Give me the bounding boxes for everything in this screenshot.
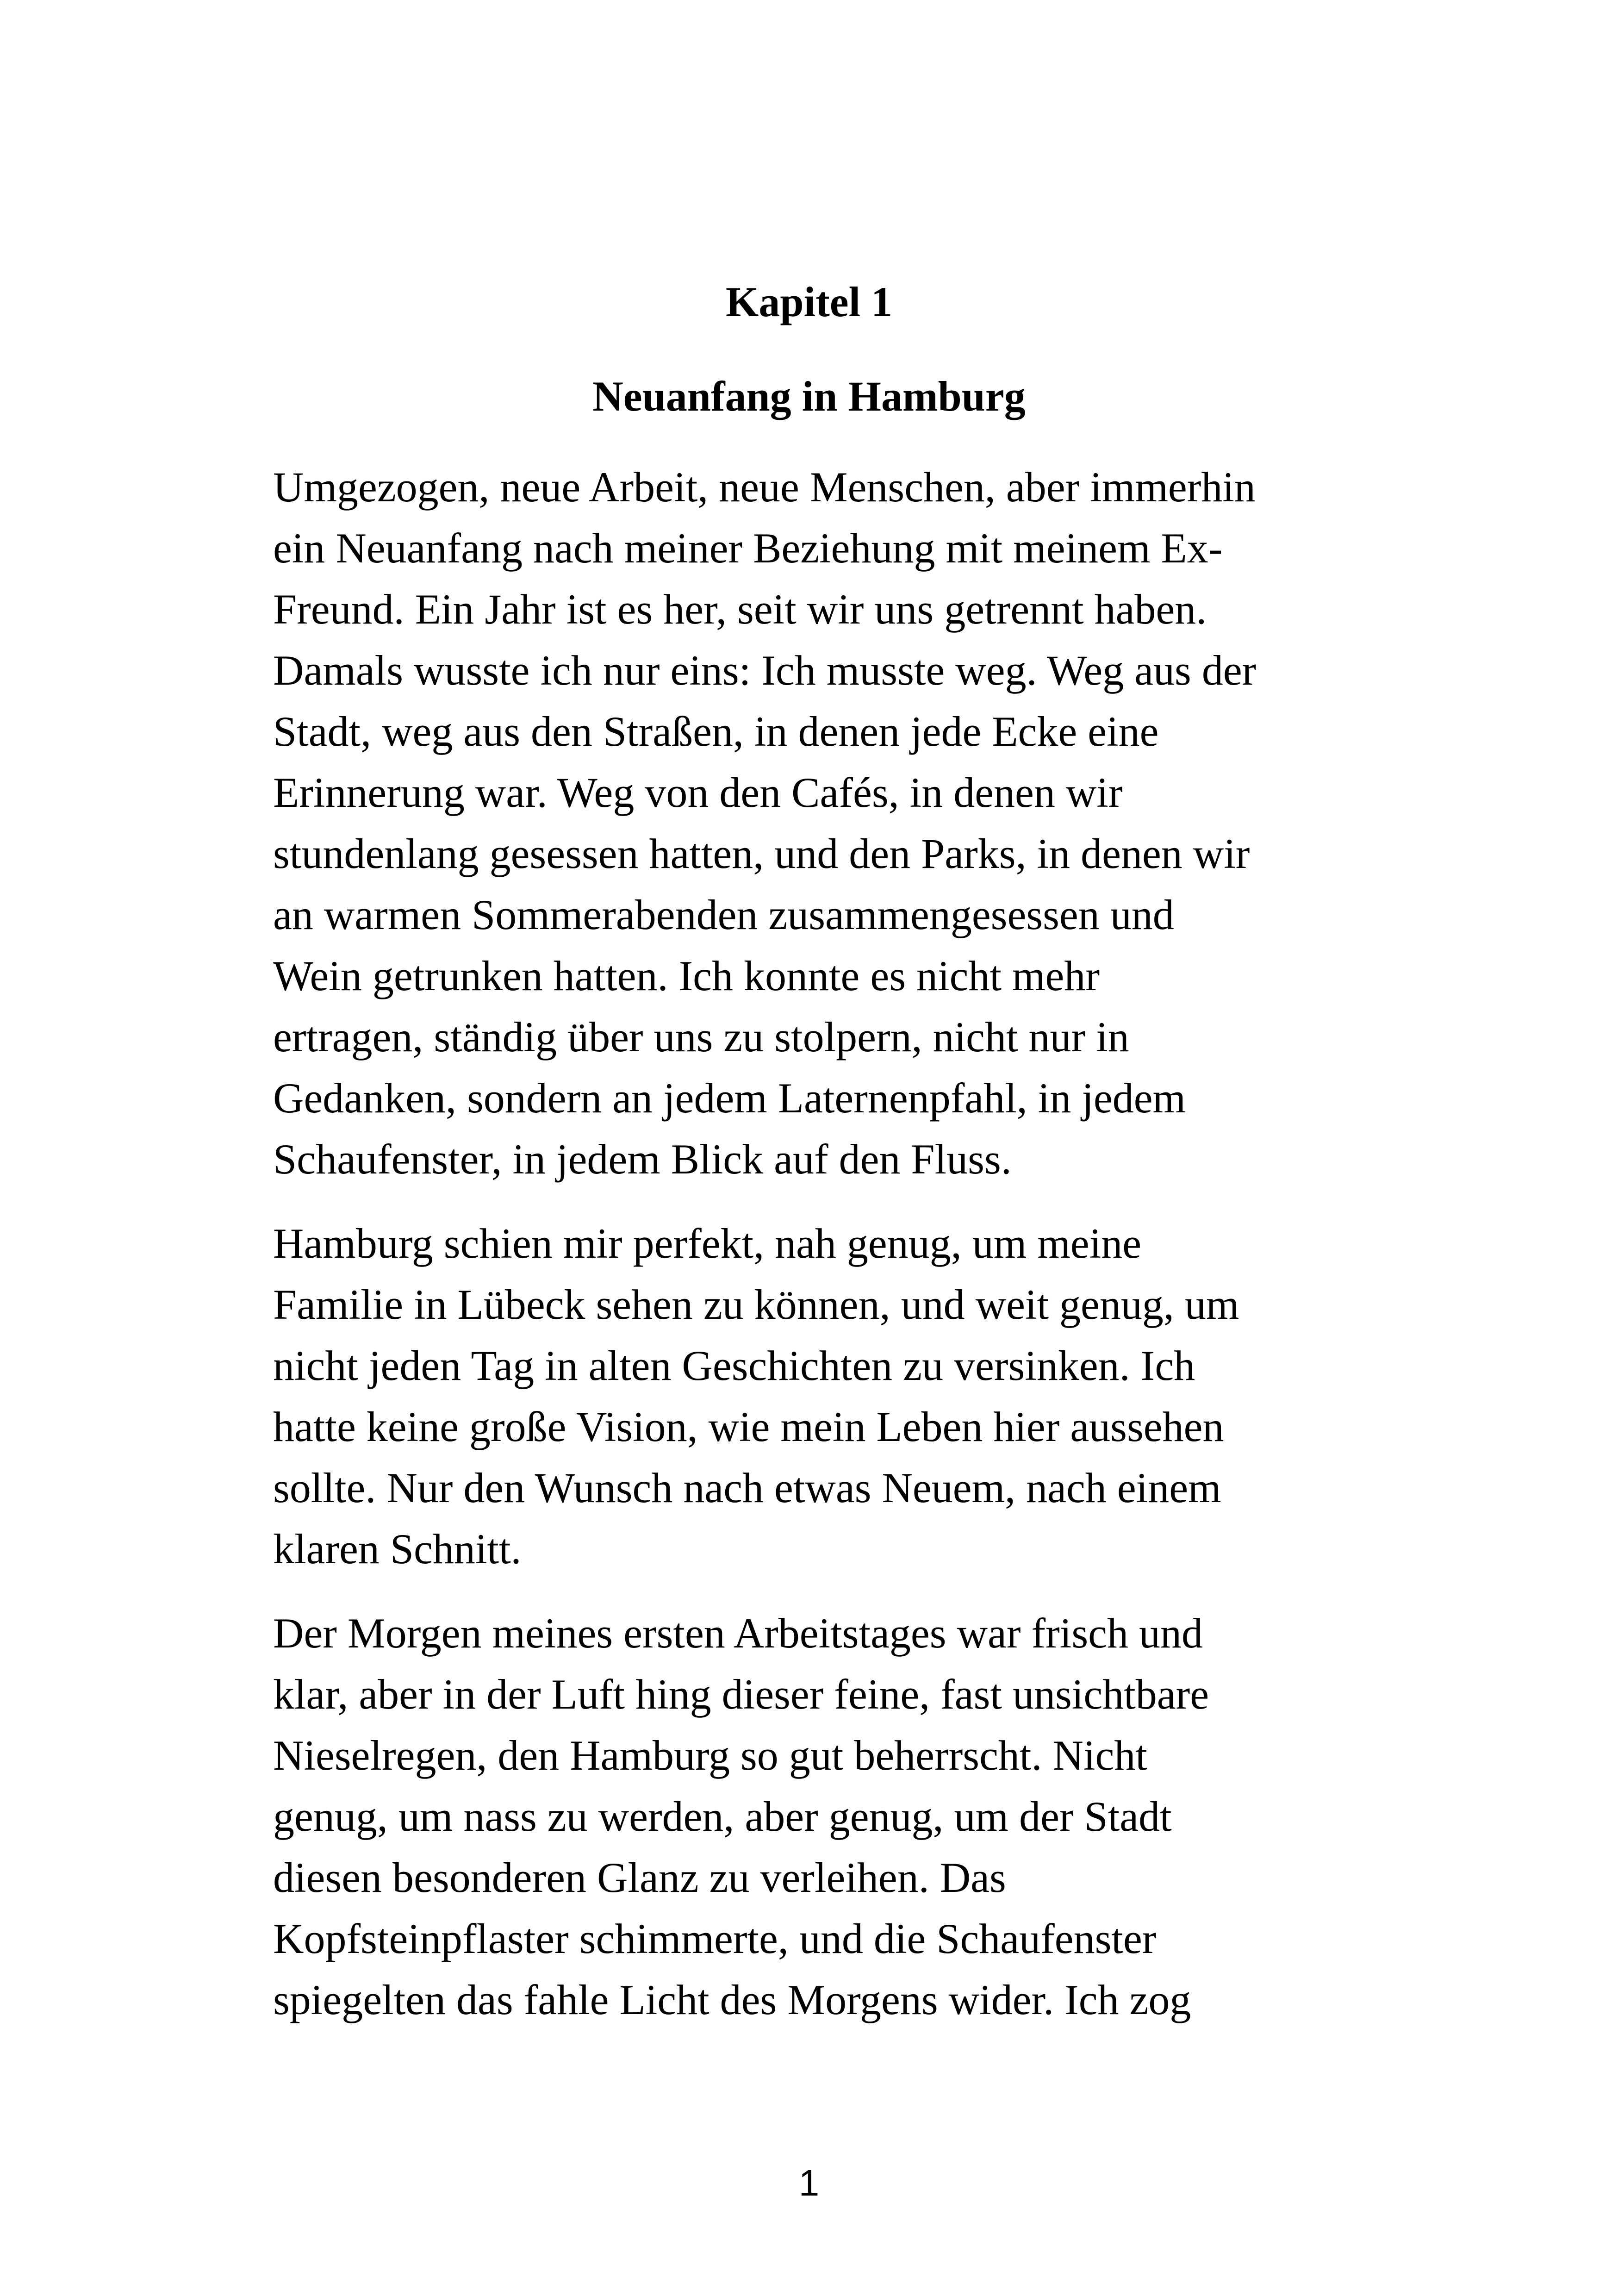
text-line: genug, um nass zu werden, aber genug, um der Stadt (273, 1793, 1172, 1840)
text-line: klar, aber in der Luft hing dieser feine, fast unsichtbare (273, 1671, 1209, 1718)
text-line: ein Neuanfang nach meiner Beziehung mit meinem Ex- (273, 524, 1223, 572)
text-line: Erinnerung war. Weg von den Cafés, in denen wir (273, 769, 1123, 816)
text-line: Gedanken, sondern an jedem Laternenpfahl, in jedem (273, 1074, 1186, 1122)
body-text (273, 456, 1384, 2030)
text-line: Schaufenster, in jedem Blick auf den Fluss. (273, 1136, 1012, 1183)
paragraph-2 (273, 1213, 1384, 1579)
text-line: diesen besonderen Glanz zu verleihen. Das (273, 1854, 1006, 1901)
text-line: Umgezogen, neue Arbeit, neue Menschen, aber immerhin (273, 463, 1256, 511)
text-line: klaren Schnitt. (273, 1525, 522, 1572)
text-line: nicht jeden Tag in alten Geschichten zu versinken. Ich (273, 1342, 1195, 1389)
text-line: Kopfsteinpflaster schimmerte, und die Schaufenster (273, 1915, 1157, 1962)
text-line: Freund. Ein Jahr ist es her, seit wir uns getrennt haben. (273, 586, 1207, 633)
text-line: Stadt, weg aus den Straßen, in denen jede Ecke eine (273, 708, 1159, 755)
text-line: ertragen, ständig über uns zu stolpern, nicht nur in (273, 1013, 1129, 1061)
text-line: hatte keine große Vision, wie mein Leben hier aussehen (273, 1403, 1224, 1450)
text-line: an warmen Sommerabenden zusammengesessen und (273, 891, 1174, 938)
text-line: sollte. Nur den Wunsch nach etwas Neuem, nach einem (273, 1464, 1221, 1511)
text-line: Der Morgen meines ersten Arbeitstages war frisch und (273, 1610, 1203, 1657)
chapter-number: Kapitel 1 (725, 278, 893, 325)
text-line: Damals wusste ich nur eins: Ich musste weg. Weg aus der (273, 647, 1257, 694)
paragraph-1 (273, 456, 1384, 1190)
text-line: Familie in Lübeck sehen zu können, und weit genug, um (273, 1281, 1239, 1328)
text-line: Hamburg schien mir perfekt, nah genug, um meine (273, 1220, 1142, 1267)
text-line: Wein getrunken hatten. Ich konnte es nicht mehr (273, 952, 1100, 999)
text-line: stundenlang gesessen hatten, und den Parks, in denen wir (273, 830, 1250, 877)
text-line: spiegelten das fahle Licht des Morgens wider. Ich zog (273, 1976, 1191, 2023)
paragraph-3 (273, 1603, 1384, 2030)
text-line: Nieselregen, den Hamburg so gut beherrscht. Nicht (273, 1732, 1147, 1779)
page-number: 1 (798, 2162, 820, 2203)
chapter-title: Neuanfang in Hamburg (592, 373, 1026, 420)
